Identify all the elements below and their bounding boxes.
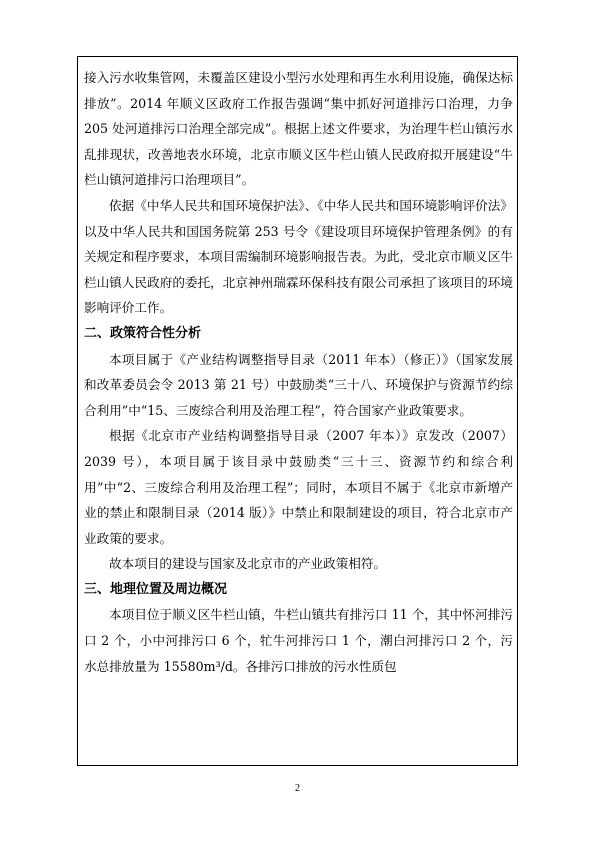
section-heading-policy: 二、政策符合性分析: [84, 325, 202, 341]
paragraph-4: 根据《北京市产业结构调整指导目录（2007 年本）》京发改（2007）2039 号），本项目属于该目录中鼓励类“三十三、资源节约和综合利用”中“2、三废综合利用及治理工程”；同时，本项目不属于《北京市新增产业的禁止和限制目录（2014 版）》中禁止和限制建设的项目，符合北京市产业政策的要求。: [84, 428, 513, 546]
page-number: 2: [295, 783, 300, 794]
paragraph-3: 本项目属于《产业结构调整指导目录（2011 年本）（修正）》（国家发展和改革委员会令 2013 第 21 号）中鼓励类“三十八、环境保护与资源节约综合利用”中“15、三废综合利用及治理工程”，符合国家产业政策要求。: [84, 351, 513, 418]
document-body: [84, 65, 513, 679]
paragraph-6: 本项目位于顺义区牛栏山镇，牛栏山镇共有排污口 11 个，其中怀河排污口 2 个，小中河排污口 6 个，牤牛河排污口 1 个，潮白河排污口 2 个，污水总排放量为 15580m³/d。各排污口排放的污水性质包: [84, 607, 513, 674]
paragraph-1: 接入污水收集管网，未覆盖区建设小型污水处理和再生水利用设施，确保达标排放”。2014 年顺义区政府工作报告强调“集中抓好河道排污口治理，力争 205 处河道排污口治理全部完成”。根据上述文件要求，为治理牛栏山镇污水乱排现状，改善地表水环境，北京市顺义区牛栏山镇人民政府拟开展建设“牛栏山镇河道排污口治理项目”。: [84, 70, 513, 188]
paragraph-2: 依据《中华人民共和国环境保护法》、《中华人民共和国环境影响评价法》以及中华人民共和国国务院第 253 号令《建设项目环境保护管理条例》的有关规定和程序要求，本项目需编制环境影响报告表。为此，受北京市顺义区牛栏山镇人民政府的委托，北京神州瑞霖环保科技有限公司承担了该项目的环境影响评价工作。: [84, 197, 513, 316]
content-frame: [77, 56, 518, 766]
section-heading-location: 三、地理位置及周边概况: [84, 581, 228, 597]
paragraph-5: 故本项目的建设与国家及北京市的产业政策相符。: [109, 556, 387, 572]
